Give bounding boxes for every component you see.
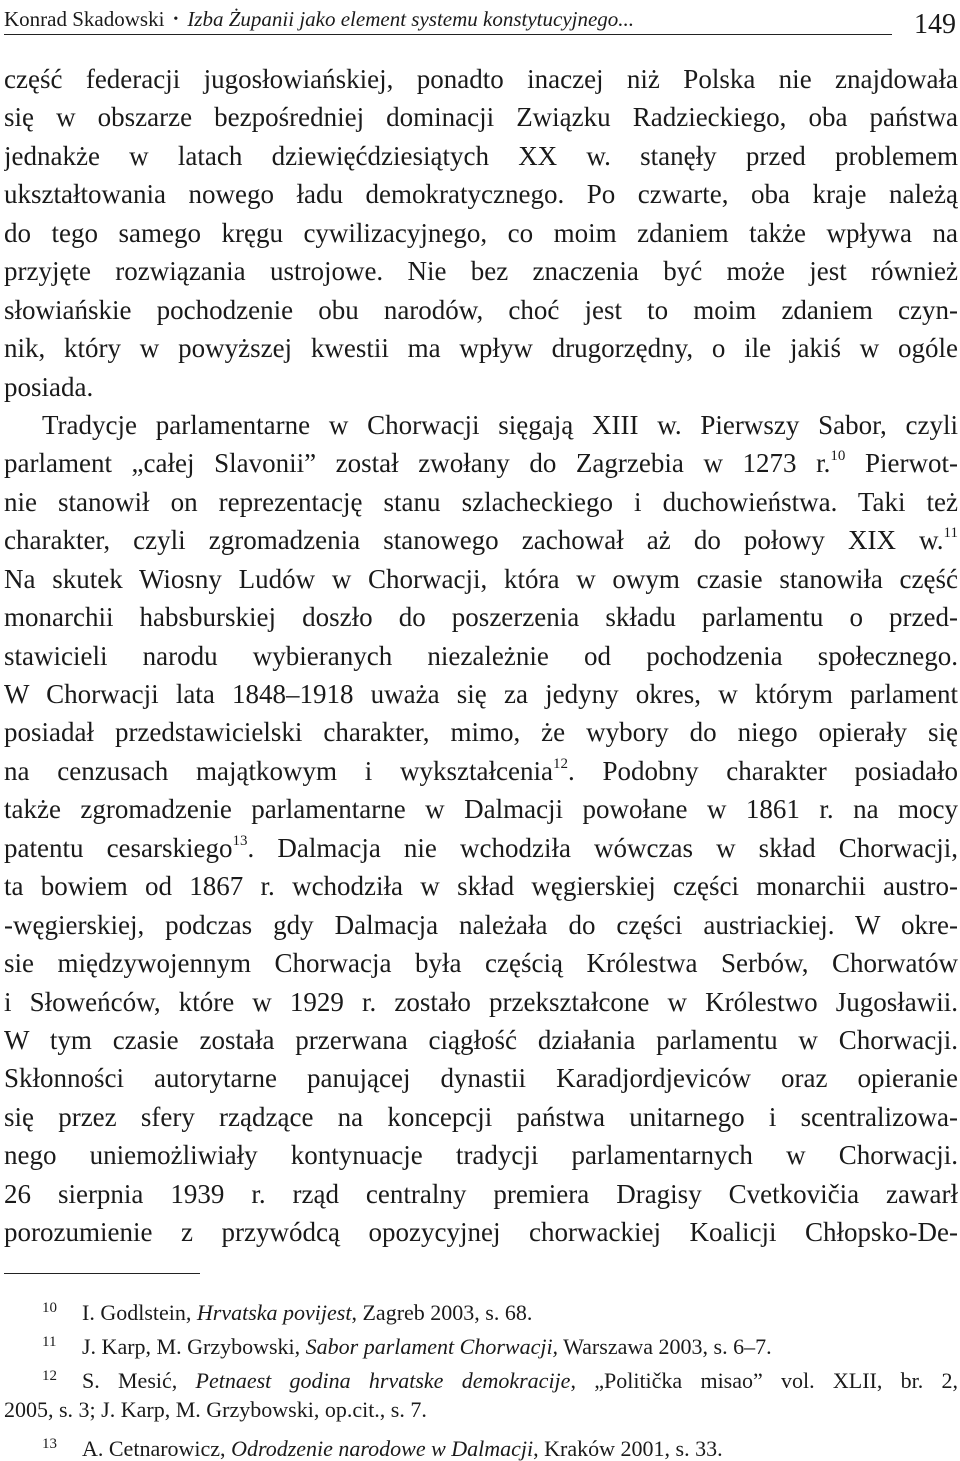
text-line: się przez sfery rządzące na koncepcji państwa unitarnego i scentralizowa- — [4, 1101, 958, 1132]
footnote-number: 12 — [42, 1368, 57, 1384]
text-fragment: patentu cesarskiego — [4, 832, 233, 863]
text-line: posiadał przedstawicielski charakter, mimo, że wybory do niego opierały się — [4, 717, 958, 748]
header-title: Izba Żupanii jako element systemu konstytucyjnego... — [187, 7, 635, 31]
text-line — [4, 444, 958, 482]
text-line: także zgromadzenie parlamentarne w Dalmacji powołane w 1861 r. na mocy — [4, 794, 958, 825]
text-line: Skłonności autorytarne panującej dynastii Karadjordjeviców oraz opieranie — [4, 1063, 958, 1094]
footnote-text: A. Cetnarowicz, — [82, 1436, 232, 1461]
header-rule — [4, 34, 892, 35]
footnote-text: , Zagreb 2003, s. 68. — [351, 1300, 533, 1325]
text-fragment: . Dalmacja nie wchodziła wówczas w skład Chorwacji, — [247, 832, 958, 863]
text-line: stawicieli narodu wybieranych niezależnie od pochodzenia społecznego. — [4, 640, 958, 671]
footnote-number: 10 — [42, 1300, 57, 1316]
book-page — [4, 0, 958, 1461]
footnote-12 — [4, 1359, 958, 1393]
text-line — [4, 829, 958, 867]
footnote-title: Hrvatska povijest — [196, 1300, 352, 1325]
text-line: sie międzywojennym Chorwacja była częścią Królestwa Serbów, Chorwatów — [4, 948, 958, 979]
footnote-13 — [4, 1427, 958, 1461]
text-line: ukształtowania nowego ładu demokratycznego. Po czwarte, oba kraje należą — [4, 179, 958, 210]
text-line: -węgierskiej, podczas gdy Dalmacja należała do części austriackiej. W okre- — [4, 909, 958, 940]
footnote-number: 13 — [42, 1436, 57, 1452]
text-line: się w obszarze bezpośredniej dominacji Związku Radzieckiego, oba państwa — [4, 102, 958, 133]
footnote-title: Odrodzenie narodowe w Dalmacji — [231, 1436, 534, 1461]
text-line: W Chorwacji lata 1848–1918 uważa się za jedyny okres, w którym parlament — [4, 679, 958, 709]
text-fragment: na cenzusach majątkowym i wykształcenia — [4, 755, 553, 786]
footnote-rule — [4, 1273, 200, 1274]
footnotes — [4, 1291, 958, 1461]
footnote-text: Warszawa 2003, s. 6–7. — [558, 1334, 772, 1359]
footnote-number: 11 — [42, 1334, 57, 1350]
text-line: przyjęte rozwiązania ustrojowe. Nie bez znaczenia być może jest również — [4, 256, 958, 287]
text-line: do tego samego kręgu cywilizacyjnego, co moim zdaniem także wpływa na — [4, 217, 958, 248]
text-fragment: Pierwot- — [845, 448, 958, 479]
footnote-ref-11: 11 — [943, 525, 958, 542]
footnote-text: J. Karp, M. Grzybowski, — [82, 1334, 306, 1359]
text-line: W tym czasie została przerwana ciągłość działania parlamentu w Chorwacji. — [4, 1024, 958, 1055]
text-fragment: charakter, czyli zgromadzenia stanowego zachował aż do połowy XIX w. — [4, 525, 944, 556]
text-line: jednakże w latach dziewięćdziesiątych XX w. stanęły przed problemem — [4, 140, 958, 171]
text-fragment: parlament „całej Slavonii” został zwołany do Zagrzebia w 1273 r. — [4, 448, 831, 479]
text-line: posiada. — [4, 371, 94, 402]
text-line-paragraph-start: Tradycje parlamentarne w Chorwacji sięgają XIII w. Pierwszy Sabor, czyli — [42, 409, 958, 440]
text-line: monarchii habsburskiej doszło do poszerzenia składu parlamentu o przed- — [4, 602, 958, 633]
footnote-title: Sabor parlament Chorwacji, — [305, 1334, 559, 1359]
header-author: Konrad Skadowski — [4, 7, 165, 31]
text-line: Na skutek Wiosny Ludów w Chorwacji, która w owym czasie stanowiła część — [4, 563, 958, 594]
footnote-ref-10: 10 — [830, 448, 846, 465]
footnote-11 — [4, 1325, 958, 1359]
footnote-text: S. Mesić, — [82, 1368, 196, 1393]
text-line — [4, 752, 958, 790]
text-line: 26 sierpnia 1939 r. rząd centralny premiera Dragisy Cvetkovičia zawarł — [4, 1178, 958, 1209]
footnote-text: , Kraków 2001, s. 33. — [533, 1436, 723, 1461]
text-line: słowiańskie pochodzenie obu narodów, choć jest to moim zdaniem czyn- — [4, 294, 958, 325]
running-header-text — [4, 6, 634, 33]
footnote-ref-12: 12 — [552, 755, 568, 772]
text-line: nie stanowił on reprezentację stanu szlacheckiego i duchowieństwa. Taki też — [4, 486, 958, 517]
text-line: i Słoweńców, które w 1929 r. zostało przekształcone w Królestwo Jugosławii. — [4, 986, 958, 1017]
footnote-text: I. Godlstein, — [82, 1300, 197, 1325]
header-separator: • — [173, 12, 179, 27]
text-line: część federacji jugosłowiańskiej, ponadto inaczej niż Polska nie znajdowała — [4, 64, 958, 94]
footnote-ref-13: 13 — [232, 832, 248, 849]
text-line — [4, 521, 958, 559]
main-text — [4, 60, 958, 1252]
text-fragment: . Podobny charakter posiadało — [567, 755, 958, 786]
running-header — [4, 4, 958, 40]
text-line: nik, który w powyższej kwestii ma wpływ drugorzędny, o ile jakiś w ogóle — [4, 333, 958, 364]
page-number: 149 — [914, 9, 956, 40]
footnote-12-continuation: 2005, s. 3; J. Karp, M. Grzybowski, op.cit., s. 7. — [4, 1397, 427, 1422]
footnote-title: Petnaest godina hrvatske demokracije — [195, 1368, 571, 1393]
footnote-10 — [4, 1291, 958, 1325]
footnote-text: , „Politička misao” vol. XLII, br. 2, — [570, 1368, 958, 1393]
text-line: nego uniemożliwiały kontynuacje tradycji parlamentarnych w Chorwacji. — [4, 1140, 958, 1171]
text-line: ta bowiem od 1867 r. wchodziła w skład węgierskiej części monarchii austro- — [4, 871, 958, 902]
text-line: porozumienie z przywódcą opozycyjnej chorwackiej Koalicji Chłopsko-De- — [4, 1217, 958, 1248]
